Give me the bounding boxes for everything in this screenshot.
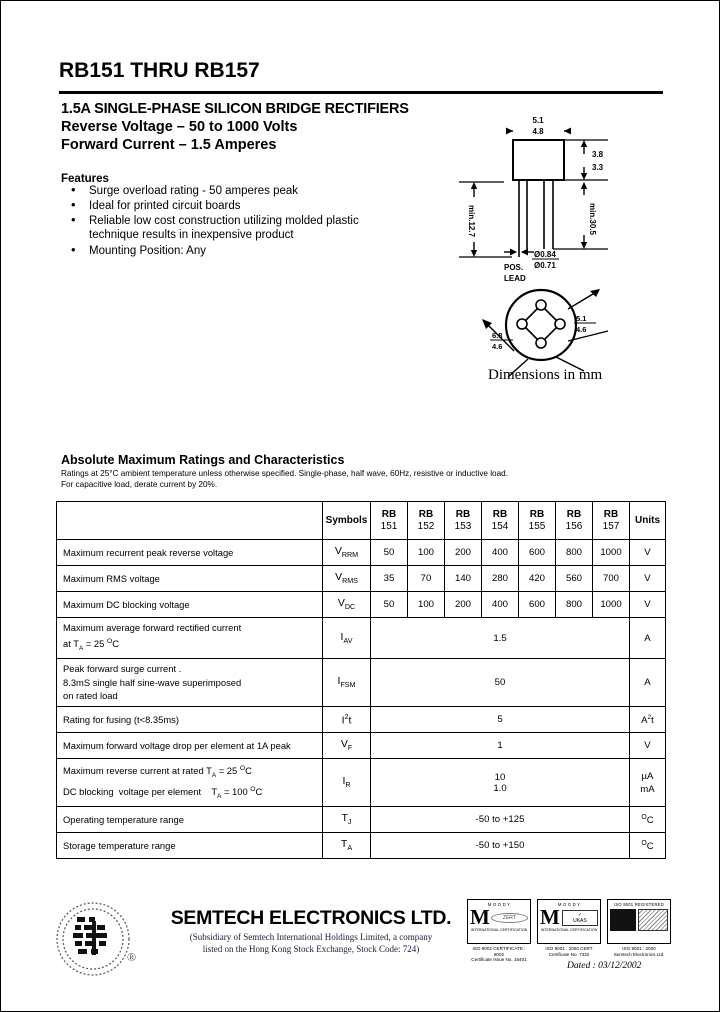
symbol-sub: AV bbox=[343, 637, 353, 646]
row-symbol: $I^2t$ bbox=[323, 707, 371, 733]
row-value-line: 10 bbox=[494, 771, 506, 783]
ratings-note bbox=[61, 468, 661, 490]
row-symbol bbox=[323, 592, 371, 618]
symbol-base: V bbox=[340, 738, 348, 751]
dim-circle-right-max: 5.1 bbox=[576, 314, 587, 323]
row-symbol bbox=[323, 618, 371, 659]
symbol-base: I bbox=[340, 630, 344, 643]
cert-caption-line-2: Certificate Issue No. 16401 bbox=[471, 957, 527, 963]
row-parameter: Storage temperature range bbox=[57, 833, 323, 859]
dim-width-max: 5.1 bbox=[532, 116, 544, 125]
row-value-merged bbox=[371, 759, 630, 807]
row-symbol bbox=[323, 833, 371, 859]
row-value: 700 bbox=[593, 566, 630, 592]
feature-text: Mounting Position: Any bbox=[89, 244, 206, 257]
row-symbol bbox=[323, 540, 371, 566]
row-units: $^O$C bbox=[630, 833, 666, 859]
dim-body-height-min: 3.3 bbox=[592, 163, 604, 172]
row-parameter-line: Peak forward surge current . bbox=[63, 663, 182, 675]
dim-lead-length-right: min.30.5 bbox=[588, 202, 597, 236]
symbol-sub: RMS bbox=[342, 577, 358, 586]
row-value: 400 bbox=[482, 592, 519, 618]
row-value-merged: 50 bbox=[371, 659, 630, 707]
lead-label-line2: LEAD bbox=[504, 274, 526, 283]
row-parameter bbox=[57, 659, 323, 707]
table-row bbox=[57, 592, 666, 618]
table-header bbox=[57, 502, 666, 540]
list-item bbox=[71, 211, 364, 243]
dim-circle-left-min: 4.6 bbox=[492, 342, 503, 351]
package-outline-drawing bbox=[456, 109, 671, 399]
symbol-base: V bbox=[337, 597, 345, 610]
table-row bbox=[57, 733, 666, 759]
row-value: 200 bbox=[445, 540, 482, 566]
rb-number: 157 bbox=[602, 520, 620, 532]
dim-circle-left-max: 6.8 bbox=[492, 331, 503, 340]
cert-top-text: ISO 9001 REGISTERED bbox=[614, 902, 664, 907]
row-value: 800 bbox=[556, 540, 593, 566]
cert-caption-line-1: ISO 9001 : 2000 CERT bbox=[545, 946, 593, 951]
row-units: A bbox=[630, 618, 666, 659]
dim-lead-dia-max: Ø0.84 bbox=[534, 250, 556, 259]
table-row bbox=[57, 807, 666, 833]
subtitle-line-2: Reverse Voltage – 50 to 1000 Volts bbox=[61, 119, 298, 135]
rb-prefix: RB bbox=[529, 509, 545, 520]
row-units: V bbox=[630, 733, 666, 759]
row-symbol bbox=[323, 659, 371, 707]
row-value: 50 bbox=[371, 540, 408, 566]
row-units: $^O$C bbox=[630, 807, 666, 833]
row-parameter bbox=[57, 759, 323, 807]
row-parameter: Rating for fusing (t<8.35ms) bbox=[57, 707, 323, 733]
cert-body-text: INTERNATIONAL CERTIFICATION bbox=[470, 928, 528, 932]
row-units: V bbox=[630, 566, 666, 592]
symbol-sub: J bbox=[347, 818, 352, 827]
features-heading: Features bbox=[61, 173, 109, 185]
row-units: $A^2t$ bbox=[630, 707, 666, 733]
cert-caption bbox=[607, 946, 671, 957]
row-parameter: Operating temperature range bbox=[57, 807, 323, 833]
table-header-row bbox=[57, 502, 666, 540]
table-row bbox=[57, 659, 666, 707]
cert-badge-ring: ZERT bbox=[491, 913, 528, 923]
cert-caption bbox=[467, 946, 531, 963]
row-value: 140 bbox=[445, 566, 482, 592]
row-units-line: µA bbox=[641, 770, 654, 782]
row-parameter: Maximum DC blocking voltage bbox=[57, 592, 323, 618]
row-value: 70 bbox=[408, 566, 445, 592]
bullet-icon: • bbox=[71, 211, 76, 227]
row-value: 35 bbox=[371, 566, 408, 592]
row-units: V bbox=[630, 592, 666, 618]
row-units bbox=[630, 759, 666, 807]
cert-badge-2 bbox=[537, 899, 601, 963]
ratings-note-line-1: Ratings at 25°C ambient temperature unless otherwise specified. Single-phase, half wave, 60Hz, resistive or inductive load. bbox=[61, 469, 508, 478]
row-value-merged: -50 to +150 bbox=[371, 833, 630, 859]
ratings-table bbox=[56, 501, 666, 859]
table-row bbox=[57, 833, 666, 859]
col-rb152 bbox=[408, 502, 445, 540]
row-value-merged: -50 to +125 bbox=[371, 807, 630, 833]
row-parameter bbox=[57, 618, 323, 659]
row-value: 200 bbox=[445, 592, 482, 618]
rb-number: 151 bbox=[380, 520, 398, 532]
list-item bbox=[71, 182, 364, 198]
rb-number: 155 bbox=[528, 520, 546, 532]
cert-top-text: M O O D Y bbox=[487, 902, 511, 907]
row-parameter: Maximum forward voltage drop per element at 1A peak bbox=[57, 733, 323, 759]
row-value: 420 bbox=[519, 566, 556, 592]
rb-prefix: RB bbox=[603, 509, 619, 520]
rb-number: 152 bbox=[417, 520, 435, 532]
row-parameter-line: Maximum reverse current at rated $T_A = 25$ $^O$C bbox=[63, 765, 252, 779]
cert-caption-line-1: ISO 9002 CERTIFICATE : 9002 bbox=[472, 946, 526, 957]
page-title: RB151 THRU RB157 bbox=[59, 59, 260, 82]
row-value: 100 bbox=[408, 540, 445, 566]
bullet-icon: • bbox=[71, 196, 76, 212]
bullet-icon: • bbox=[71, 182, 76, 197]
row-parameter: Maximum recurrent peak reverse voltage bbox=[57, 540, 323, 566]
symbol-sub: RRM bbox=[341, 551, 359, 560]
dim-body-height-max: 3.8 bbox=[592, 150, 604, 159]
symbol-base: T bbox=[340, 838, 348, 851]
rb-number: 156 bbox=[565, 520, 583, 532]
row-value: 600 bbox=[519, 540, 556, 566]
table-body bbox=[57, 540, 666, 859]
cert-top-text: M O O D Y bbox=[557, 902, 581, 907]
rb-prefix: RB bbox=[455, 509, 471, 520]
row-symbol bbox=[323, 807, 371, 833]
col-rb154 bbox=[482, 502, 519, 540]
table-row bbox=[57, 566, 666, 592]
bullet-icon: • bbox=[71, 241, 76, 257]
row-parameter-line: on rated load bbox=[63, 690, 118, 702]
symbol-base: I bbox=[337, 675, 341, 688]
row-value: 50 bbox=[371, 592, 408, 618]
subtitle-line-3: Forward Current – 1.5 Amperes bbox=[61, 137, 277, 153]
row-symbol bbox=[323, 566, 371, 592]
row-parameter-line: 8.3mS single half sine-wave superimposed bbox=[63, 676, 242, 688]
subtitle-line-1: 1.5A SINGLE-PHASE SILICON BRIDGE RECTIFIERS bbox=[61, 101, 409, 117]
rb-prefix: RB bbox=[381, 509, 397, 520]
company-name: SEMTECH ELECTRONICS LTD. bbox=[170, 907, 452, 929]
feature-text: Reliable low cost construction utilizing molded plastic technique results in inexpensive product bbox=[89, 214, 359, 242]
col-rb156 bbox=[556, 502, 593, 540]
dim-lead-dia-min: Ø0.71 bbox=[534, 261, 556, 270]
symbol-sub: FSM bbox=[340, 681, 356, 690]
dim-width-min: 4.8 bbox=[532, 127, 544, 136]
table-row bbox=[57, 540, 666, 566]
row-value: 600 bbox=[519, 592, 556, 618]
row-value: 560 bbox=[556, 566, 593, 592]
company-subtitle-line-2: listed on the Hong Kong Stock Exchange, Stock Code: 724) bbox=[202, 943, 420, 954]
row-value: 800 bbox=[556, 592, 593, 618]
package-svg bbox=[456, 109, 671, 399]
col-rb157 bbox=[593, 502, 630, 540]
ratings-note-line-2: For capacitive load, derate current by 20%. bbox=[61, 480, 218, 489]
row-value: 100 bbox=[408, 592, 445, 618]
units-deg: C bbox=[646, 841, 654, 853]
row-units: A bbox=[630, 659, 666, 707]
symbol-base: V bbox=[334, 545, 342, 558]
moody-m-icon: M bbox=[470, 905, 490, 929]
col-rb155 bbox=[519, 502, 556, 540]
symbol-sub: DC bbox=[344, 603, 356, 612]
row-value-merged: 1 bbox=[371, 733, 630, 759]
title-divider bbox=[59, 91, 663, 94]
row-value-line: 1.0 bbox=[493, 782, 507, 794]
cert-caption-line-2: Semtech Electronics Ltd. bbox=[613, 951, 665, 957]
rb-prefix: RB bbox=[492, 509, 508, 520]
list-item bbox=[71, 196, 364, 213]
col-rb151 bbox=[371, 502, 408, 540]
product-subtitle bbox=[61, 100, 409, 154]
cert-caption-line-2: Certificate No. 7332 bbox=[548, 951, 590, 957]
row-symbol bbox=[323, 759, 371, 807]
dimensions-caption: Dimensions in mm bbox=[488, 367, 603, 383]
row-value: 280 bbox=[482, 566, 519, 592]
symbol-base: I bbox=[342, 775, 346, 788]
row-value-merged: 5 bbox=[371, 707, 630, 733]
symbol-base: T bbox=[341, 812, 348, 825]
col-symbols: Symbols bbox=[323, 502, 371, 540]
symbol-base: V bbox=[335, 571, 343, 584]
ratings-heading: Absolute Maximum Ratings and Characteristics bbox=[61, 453, 345, 467]
row-units: V bbox=[630, 540, 666, 566]
row-value-merged: 1.5 bbox=[371, 618, 630, 659]
cert-box bbox=[607, 899, 671, 944]
dim-lead-length-left: min.12.7 bbox=[467, 204, 476, 238]
rb-number: 154 bbox=[491, 520, 509, 532]
cert-badge-label: UKAS bbox=[573, 917, 587, 924]
cert-caption bbox=[537, 946, 601, 957]
row-value: 1000 bbox=[593, 592, 630, 618]
rb-prefix: RB bbox=[566, 509, 582, 520]
table-row bbox=[57, 707, 666, 733]
company-subtitle bbox=[161, 932, 461, 955]
cert-body-text: INTERNATIONAL CERTIFICATION bbox=[540, 928, 598, 932]
cert-caption-line-1: ISO 9001 : 2000 bbox=[622, 946, 656, 951]
list-item bbox=[71, 241, 364, 258]
company-block bbox=[161, 907, 461, 955]
row-value: 1000 bbox=[593, 540, 630, 566]
row-value: 400 bbox=[482, 540, 519, 566]
row-parameter-line: DC blocking voltage per element $T_A = 100$ $^O$C bbox=[63, 785, 263, 800]
dim-circle-right-min: 4.6 bbox=[576, 325, 587, 334]
lead-label-line1: POS. bbox=[504, 263, 524, 272]
registered-trademark-icon: ® bbox=[127, 950, 137, 964]
row-symbol bbox=[323, 733, 371, 759]
symbol-sub: R bbox=[345, 781, 351, 790]
features-list bbox=[61, 184, 364, 259]
dated-label: Dated : 03/12/2002 bbox=[567, 961, 642, 971]
semtech-logo bbox=[51, 899, 143, 979]
rb-number: 153 bbox=[454, 520, 472, 532]
row-parameter-line: Maximum average forward rectified current bbox=[63, 622, 242, 633]
row-parameter: Maximum RMS voltage bbox=[57, 566, 323, 592]
units-deg: C bbox=[646, 815, 654, 827]
table-row bbox=[57, 618, 666, 659]
cert-box bbox=[467, 899, 531, 944]
row-parameter-line: at $T_A = 25$ $^O$C bbox=[63, 637, 120, 652]
semtech-logo-svg bbox=[51, 899, 143, 979]
symbol-sub: A bbox=[347, 844, 353, 853]
col-units: Units bbox=[630, 502, 666, 540]
cert-badge-1 bbox=[467, 899, 531, 963]
row-units-line: mA bbox=[640, 783, 655, 795]
checkmark-icon: ✓ bbox=[577, 911, 583, 918]
rb-prefix: RB bbox=[418, 509, 434, 520]
col-rb153 bbox=[445, 502, 482, 540]
symbol-sub: F bbox=[347, 744, 353, 753]
moody-m-icon: M bbox=[540, 905, 560, 929]
certification-logos bbox=[467, 899, 671, 963]
col-parameter bbox=[57, 502, 323, 540]
cert-badge-3 bbox=[607, 899, 671, 963]
feature-text: Surge overload rating - 50 amperes peak bbox=[89, 185, 299, 197]
table-row bbox=[57, 759, 666, 807]
feature-text: Ideal for printed circuit boards bbox=[89, 199, 241, 212]
company-subtitle-line-1: (Subsidiary of Semtech International Holdings Limited, a company bbox=[189, 932, 433, 942]
cert-box bbox=[537, 899, 601, 944]
